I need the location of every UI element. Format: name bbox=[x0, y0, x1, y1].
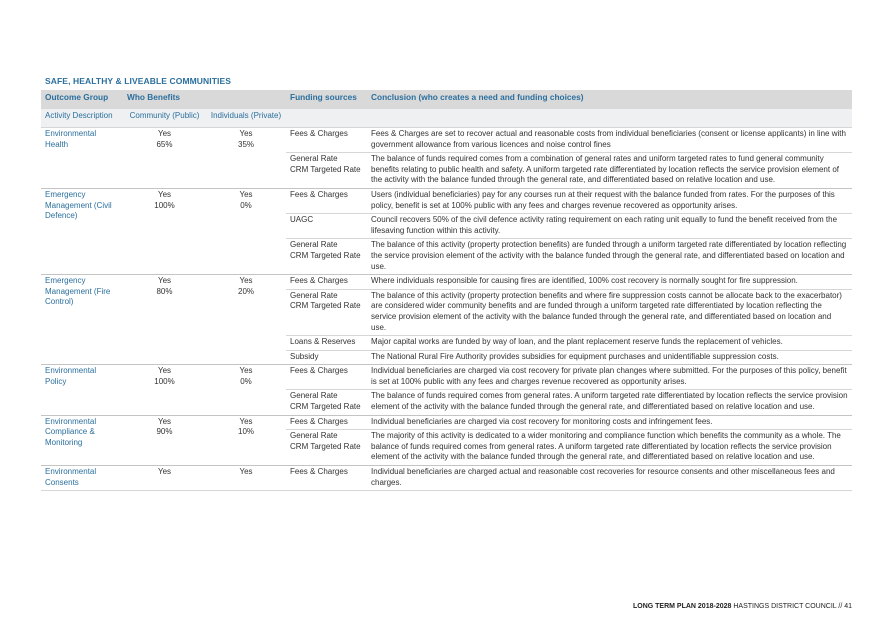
outcome-group-cell: Environmental Policy bbox=[41, 365, 123, 415]
who-benefits-header: Who Benefits bbox=[123, 90, 286, 109]
funding-source-cell: General Rate CRM Targeted Rate bbox=[286, 390, 367, 415]
outcome-group-cell: Emergency Management (Civil Defence) bbox=[41, 188, 123, 274]
conclusion-cell: Where individuals responsible for causing fires are identified, 100% cost recovery is normally sought for fire suppression. bbox=[367, 275, 852, 290]
conclusion-cell: The majority of this activity is dedicated to a wider monitoring and compliance function which benefits the community as a whole. The balance of funds required comes from general rates. A uniform targeted rate differentiated by location reflects the service provision element of the activity with the balance funded through the general rate, and differentiated based on relative location and use. bbox=[367, 430, 852, 466]
outcome-group-cell: Environmental Compliance & Monitoring bbox=[41, 415, 123, 465]
funding-source-cell: Fees & Charges bbox=[286, 275, 367, 290]
conclusion-cell: Users (individual beneficiaries) pay for any courses run at their request with the balance funded from rates. For the purposes of this policy, benefit is set at 100% public with any fees and charges revenue recovered as opportunity arises. bbox=[367, 188, 852, 213]
community-benefit-cell: Yes 100% bbox=[123, 365, 206, 415]
table-row bbox=[41, 466, 852, 491]
conclusion-cell: Individual beneficiaries are charged via cost recovery for monitoring costs and infringement fees. bbox=[367, 415, 852, 430]
conclusion-cell: The balance of this activity (property protection benefits and where fire suppression costs cannot be allocate back to the exacerbator) are considered wider community benefits and are funded through a uniform targeted rate differentiated by location reflecting the service provision element of the activity with the balance funded through the general rate, and differentiated based on location and use. bbox=[367, 289, 852, 335]
funding-source-cell: General Rate CRM Targeted Rate bbox=[286, 153, 367, 189]
footer-plan-title: LONG TERM PLAN 2018-2028 bbox=[632, 603, 732, 610]
funding-source-cell: Loans & Reserves bbox=[286, 336, 367, 351]
individual-benefit-cell: Yes 0% bbox=[206, 188, 286, 274]
outcome-group-cell: Environmental Health bbox=[41, 128, 123, 189]
conclusion-cell: The balance of this activity (property protection benefits) are funded through a uniform targeted rate differentiated by location reflecting the service provision element of the activity with the balance funded through the general rate, and differentiated based on location and use. bbox=[367, 239, 852, 275]
conclusion-cell: The balance of funds required comes from general rates. A uniform targeted rate differentiated by location reflects the service provision element of the activity with the balance funded through the general rate, and differentiated based on relative location and use. bbox=[367, 390, 852, 415]
section-title: SAFE, HEALTHY & LIVEABLE COMMUNITIES bbox=[45, 76, 232, 86]
conclusion-cell: Individual beneficiaries are charged via cost recovery for private plan changes where submitted. For the purposes of this policy, benefit is set at 100% public with any fees and charges revenue recovered as opportunity arises. bbox=[367, 365, 852, 390]
community-benefit-cell: Yes 65% bbox=[123, 128, 206, 189]
funding-sources-header: Funding sources bbox=[286, 90, 367, 109]
community-benefit-cell: Yes 90% bbox=[123, 415, 206, 465]
table-body bbox=[41, 128, 852, 491]
conclusion-cell: The National Rural Fire Authority provides subsidies for equipment purchases and unidentifiable suppression costs. bbox=[367, 350, 852, 365]
table-row bbox=[41, 365, 852, 390]
funding-source-cell: General Rate CRM Targeted Rate bbox=[286, 239, 367, 275]
individuals-header: Individuals (Private) bbox=[206, 109, 286, 128]
funding-table bbox=[41, 90, 852, 491]
conclusion-cell: Individual beneficiaries are charged actual and reasonable cost recoveries for resource consents and other miscellaneous fees and charges. bbox=[367, 466, 852, 491]
funding-source-cell: UAGC bbox=[286, 214, 367, 239]
page-footer bbox=[633, 603, 852, 610]
conclusion-header: Conclusion (who creates a need and funding choices) bbox=[367, 90, 852, 109]
table-row bbox=[41, 188, 852, 213]
table-row bbox=[41, 275, 852, 290]
table-subheader-row bbox=[41, 109, 852, 128]
conclusion-cell: Council recovers 50% of the civil defence activity rating requirement on each rating unit equally to fund the benefit received from the lifesaving function within this activity. bbox=[367, 214, 852, 239]
community-benefit-cell: Yes 80% bbox=[123, 275, 206, 365]
table-row bbox=[41, 128, 852, 153]
conclusion-cell: Major capital works are funded by way of loan, and the plant replacement reserve funds the replacement of vehicles. bbox=[367, 336, 852, 351]
funding-source-cell: Fees & Charges bbox=[286, 365, 367, 390]
funding-source-cell: Fees & Charges bbox=[286, 128, 367, 153]
footer-council: HASTINGS DISTRICT COUNCIL bbox=[733, 603, 837, 610]
activity-description-header: Activity Description bbox=[41, 109, 123, 128]
footer-page-number: // 41 bbox=[838, 603, 852, 610]
outcome-group-header: Outcome Group bbox=[41, 90, 123, 109]
individual-benefit-cell: Yes 0% bbox=[206, 365, 286, 415]
individual-benefit-cell: Yes 20% bbox=[206, 275, 286, 365]
funding-source-cell: Fees & Charges bbox=[286, 415, 367, 430]
conclusion-cell: Fees & Charges are set to recover actual and reasonable costs from individual beneficiaries (consent or license applicants) in line with government allowance from various licences and noise control fines bbox=[367, 128, 852, 153]
outcome-group-cell: Environmental Consents bbox=[41, 466, 123, 491]
community-benefit-cell: Yes 100% bbox=[123, 188, 206, 274]
individual-benefit-cell: Yes 10% bbox=[206, 415, 286, 465]
community-header: Community (Public) bbox=[123, 109, 206, 128]
table-row bbox=[41, 415, 852, 430]
funding-source-cell: General Rate CRM Targeted Rate bbox=[286, 430, 367, 466]
individual-benefit-cell: Yes 35% bbox=[206, 128, 286, 189]
conclusion-cell: The balance of funds required comes from a combination of general rates and uniform targeted rates to fund general community benefits relating to public health and safety. A uniform targeted rate differentiated by location reflects the service provision element of the activity with the balance funded through the general rate, and differentiated based on relative location and use. bbox=[367, 153, 852, 189]
funding-source-cell: Fees & Charges bbox=[286, 188, 367, 213]
community-benefit-cell: Yes bbox=[123, 466, 206, 491]
funding-source-cell: General Rate CRM Targeted Rate bbox=[286, 289, 367, 335]
funding-source-cell: Fees & Charges bbox=[286, 466, 367, 491]
outcome-group-cell: Emergency Management (Fire Control) bbox=[41, 275, 123, 365]
funding-source-cell: Subsidy bbox=[286, 350, 367, 365]
table-header-row bbox=[41, 90, 852, 109]
individual-benefit-cell: Yes bbox=[206, 466, 286, 491]
